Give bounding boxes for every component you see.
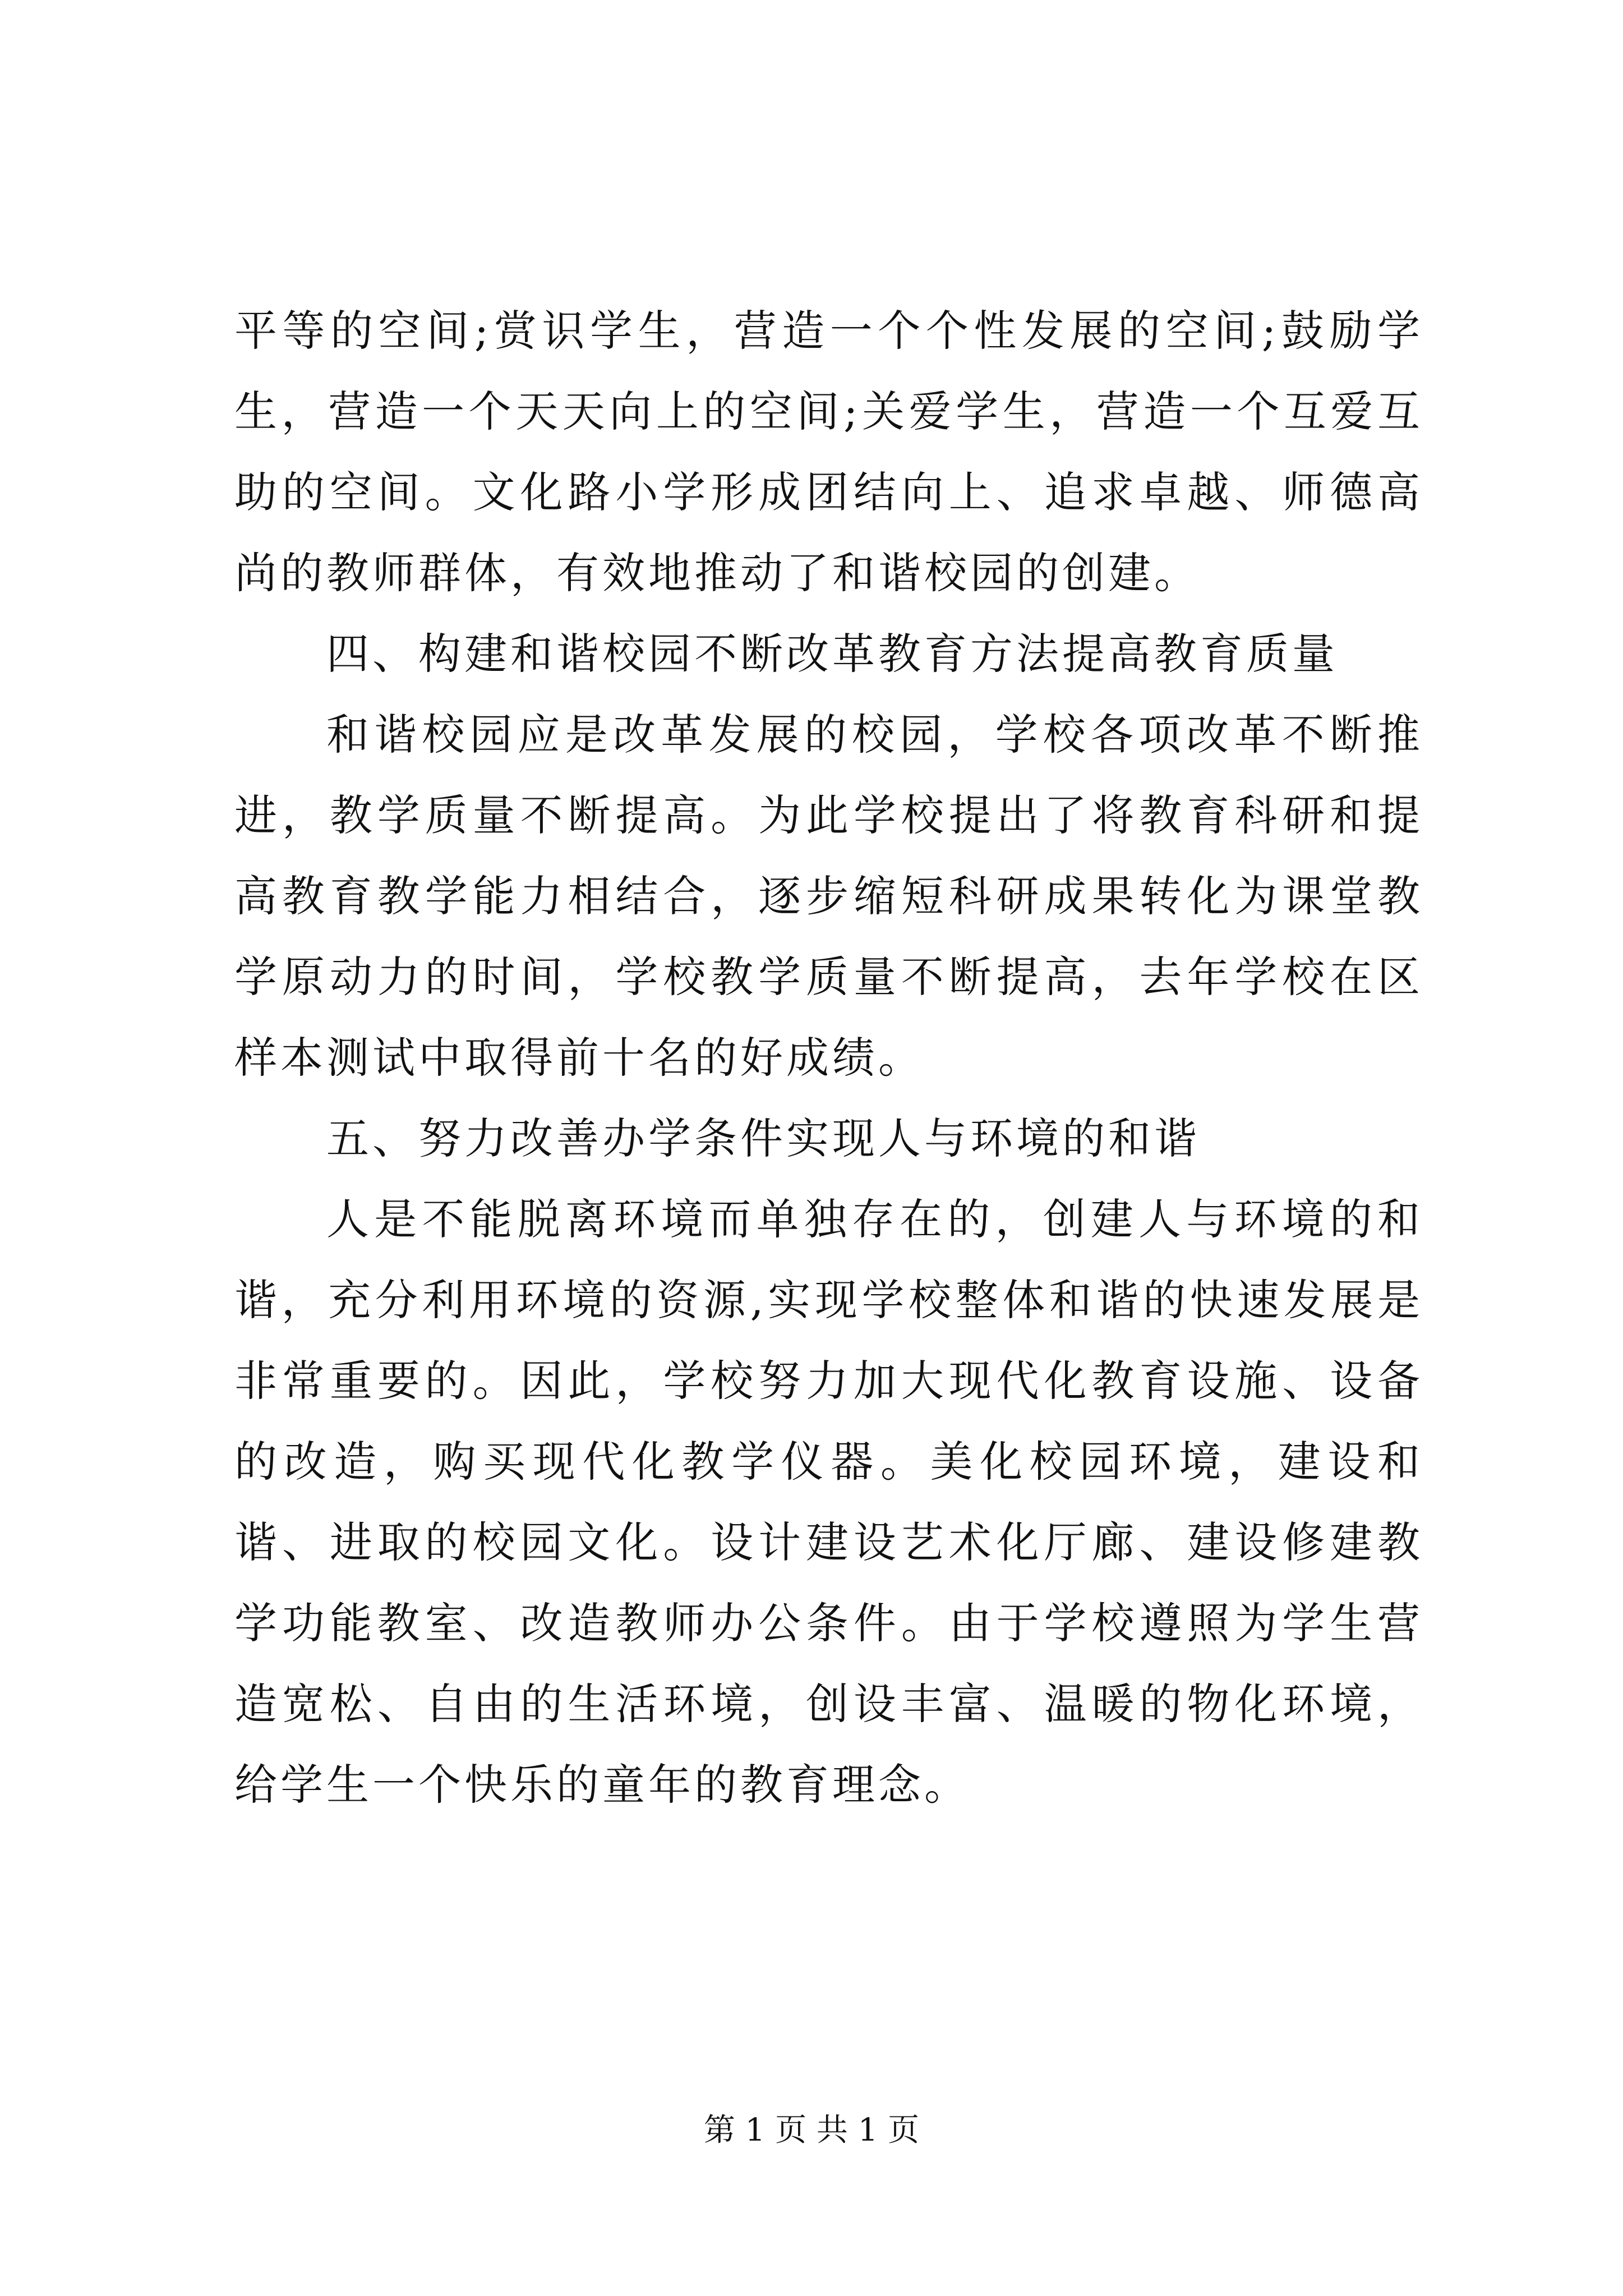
section-heading-five: 五、努力改善办学条件实现人与环境的和谐 — [326, 1114, 1200, 1163]
paragraph-section-four: 和谐校园应是改革发展的校园，学校各项改革不断推进，教学质量不断提高。为此学校提出了将教育科研和提高教育教学能力相结合，逐步缩短科研成果转化为课堂教学原动力的时间，学校教学质量不断提高，去年学校在区样本测试中取得前十名的好成绩。 — [234, 710, 1423, 1083]
section-heading-four: 四、构建和谐校园不断改革教育方法提高教育质量 — [326, 629, 1338, 679]
page-number-footer: 第 1 页 共 1 页 — [703, 2112, 920, 2148]
paragraph-section-five: 人是不能脱离环境而单独存在的，创建人与环境的和谐，充分利用环境的资源,实现学校整体和谐的快速发展是非常重要的。因此，学校努力加大现代化教育设施、设备的改造，购买现代化教学仪器。美化校园环境，建设和谐、进取的校园文化。设计建设艺术化厅廊、建设修建教学功能教室、改造教师办公条件。由于学校遵照为学生营造宽松、自由的生活环境，创设丰富、温暖的物化环境，给学生一个快乐的童年的教育理念。 — [234, 1194, 1423, 1810]
document-body — [234, 291, 1423, 1825]
paragraph-continuation: 平等的空间;赏识学生，营造一个个性发展的空间;鼓励学生，营造一个天天向上的空间;关爱学生，营造一个互爱互助的空间。文化路小学形成团结向上、追求卓越、师德高尚的教师群体，有效地推动了和谐校园的创建。 — [234, 306, 1423, 598]
